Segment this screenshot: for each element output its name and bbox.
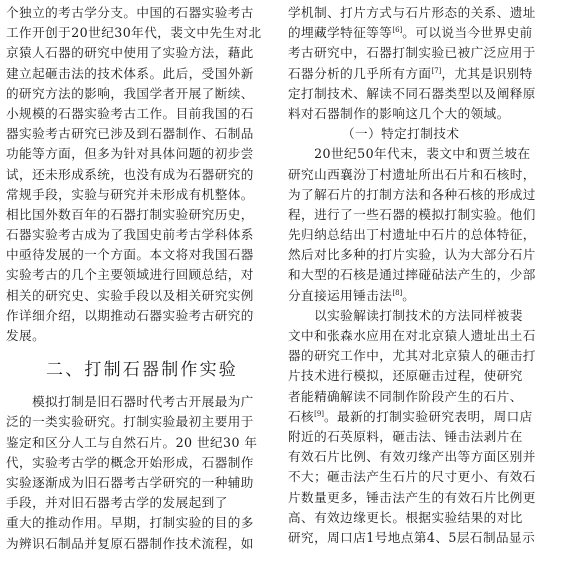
paragraph-zhoukoudian <box>288 306 558 548</box>
text-line <box>288 467 558 487</box>
line-text: 分直接运用锤击法 <box>288 287 393 303</box>
line-text: 高、有效边缘更长。根据实验结果的对比 <box>288 509 523 525</box>
text-line <box>288 346 558 366</box>
text-line: 相比国外数百年的石器打制实验研究历史， <box>6 206 254 222</box>
line-text: 学机制、打片方式与石片形态的关系、遗址 <box>288 5 536 20</box>
text-line <box>288 84 558 104</box>
text-line: 作详细介绍，以期推动石器实验考古研究的 <box>6 307 254 323</box>
line-text: 有效石片比例、有效刃缘产出等方面区别并 <box>288 449 536 465</box>
text-line: 试，还未形成系统，也没有成为石器研究的 <box>6 166 254 182</box>
citation-ref: [7] <box>431 66 442 75</box>
text-line <box>288 265 558 285</box>
text-line: 相关的研究史、实验手段以及相关研究实例 <box>6 287 254 303</box>
text-line <box>288 286 558 306</box>
text-line: 小规模的石器实验考古工作。目前我国的石 <box>6 105 254 121</box>
line-text: 料对石器制作的影响这几个大的领域。 <box>288 105 510 121</box>
text-line <box>288 205 558 225</box>
text-line: 代，实验考古学的概念开始形成，石器制作 <box>6 454 254 470</box>
citation-ref: [6] <box>392 26 403 35</box>
line-text: 为了解石片的打制方法和各种石核的形成过 <box>288 186 536 202</box>
line-text: 程，进行了一些石器的模拟打制实验。他们 <box>288 206 536 222</box>
citation-ref: [8] <box>392 288 403 297</box>
text-line: 为辨识石制品并复原石器制作技术流程，如 <box>6 535 254 551</box>
text-line: 重大的推动作用。早期，打制实验的目的多 <box>6 515 254 531</box>
text-line <box>288 23 558 43</box>
text-line <box>288 225 558 245</box>
line-text: 不大；砸击法产生石片的尺寸更小、有效石 <box>288 469 536 485</box>
text-line: 的研究方法的影响，我国学者开展了断续、 <box>6 85 254 101</box>
text-line <box>288 488 558 508</box>
text-line: 中亟待发展的一个方面。本文将对我国石器 <box>6 247 254 263</box>
text-line <box>288 43 558 63</box>
line-text: 石器分析的几乎所有方面 <box>288 65 432 81</box>
left-column <box>6 3 276 554</box>
text-line <box>288 185 558 205</box>
text-line <box>288 104 558 124</box>
text-line <box>288 3 558 23</box>
line-text: 附近的石英原料，砸击法、锤击法剥片在 <box>288 428 523 444</box>
text-line: 建立起砸击法的技术体系。此后，受国外新 <box>6 65 254 81</box>
section-heading: 二、打制石器制作实验 <box>46 360 238 381</box>
line-text: 定打制技术、解读不同石器类型以及阐释原 <box>288 85 536 101</box>
line-text: 石核 <box>288 408 315 424</box>
citation-ref: [9] <box>314 409 325 418</box>
text-line: 实验逐渐成为旧石器考古学研究的一种辅助 <box>6 474 254 490</box>
subsection-heading: （一）特定打制技术 <box>342 126 460 142</box>
text-line: 发展。 <box>6 328 46 343</box>
text-line: 手段，并对旧石器考古学的发展起到了 <box>6 495 228 511</box>
text-line <box>288 387 558 407</box>
line-text: 研究山西襄汾丁村遗址所出石片和石核时， <box>288 166 536 182</box>
line-text-after: 。最新的打制实验研究表明，周口店 <box>324 408 533 424</box>
line-text: 者能精确解读不同制作阶段产生的石片、 <box>288 388 523 404</box>
text-line <box>288 245 558 265</box>
text-line: 器实验考古研究已涉及到石器制作、石制品 <box>6 126 254 142</box>
text-line: 石器实验考古成为了我国史前考古学科体系 <box>6 227 254 243</box>
text-line <box>288 165 558 185</box>
line-text-after: 。可以说当今世界史前 <box>402 25 533 41</box>
text-line <box>288 427 558 447</box>
text-line <box>288 407 558 427</box>
line-text: 先归纳总结出丁村遗址中石片的总体特征， <box>288 227 536 243</box>
line-text: 考古研究中，石器打制实验已被广泛应用于 <box>288 45 536 61</box>
line-text: 20世纪50年代末，裴文中和贾兰坡在 <box>288 146 531 162</box>
paragraph-simulation <box>6 392 276 554</box>
line-text: 片技术进行模拟，还原砸击过程，使研究 <box>288 368 523 384</box>
text-line: 鉴定和区分人工与自然石片。20 世纪30 年 <box>6 434 258 450</box>
text-line <box>288 366 558 386</box>
text-line <box>288 447 558 467</box>
line-text: 研究，周口店1号地点第4、5层石制品显示 <box>288 529 536 545</box>
paragraph-dingcun <box>288 144 558 306</box>
line-text: 以实验解读打制技术的方法同样被裴 <box>288 307 523 323</box>
line-text: 的埋藏学特征等等 <box>288 25 393 41</box>
text-line: 个独立的考古学分支。中国的石器实验考古 <box>6 5 254 20</box>
text-line <box>288 144 558 164</box>
right-column <box>288 3 558 548</box>
line-text-after: ，尤其是识别特 <box>441 65 533 81</box>
line-text: 片数量更多，锤击法产生的有效石片比例更 <box>288 489 536 505</box>
text-line: 功能等方面，但多为针对具体问题的初步尝 <box>6 146 254 162</box>
text-line: 工作开创于20世纪30年代，裴文中先生对北 <box>6 25 262 41</box>
text-line <box>288 528 558 548</box>
text-line <box>288 508 558 528</box>
line-text: 然后对比多种的打片实验，认为大部分石片 <box>288 247 536 263</box>
paragraph-intro <box>6 3 276 346</box>
text-line: 常规手段，实验与研究并未形成有机整体。 <box>6 186 254 202</box>
text-line <box>288 64 558 84</box>
line-text: 文中和张森水应用在对北京猿人遗址出土石 <box>288 328 536 343</box>
text-line: 模拟打制是旧石器时代考古开展最为广 <box>6 394 254 410</box>
text-line <box>288 306 558 326</box>
paragraph-continuation <box>288 3 558 124</box>
text-line: 京猿人石器的研究中使用了实验方法，藉此 <box>6 45 254 61</box>
text-line: 实验考古的几个主要领域进行回顾总结，对 <box>6 267 254 283</box>
text-line <box>288 326 558 346</box>
line-text: 器的研究工作中，尤其对北京猿人的砸击打 <box>288 348 536 364</box>
line-text-after: 。 <box>402 287 416 303</box>
line-text: 和大型的石核是通过摔碰砧法产生的，少部 <box>288 267 536 283</box>
text-line: 泛的一类实验研究。打制实验最初主要用于 <box>6 414 254 430</box>
